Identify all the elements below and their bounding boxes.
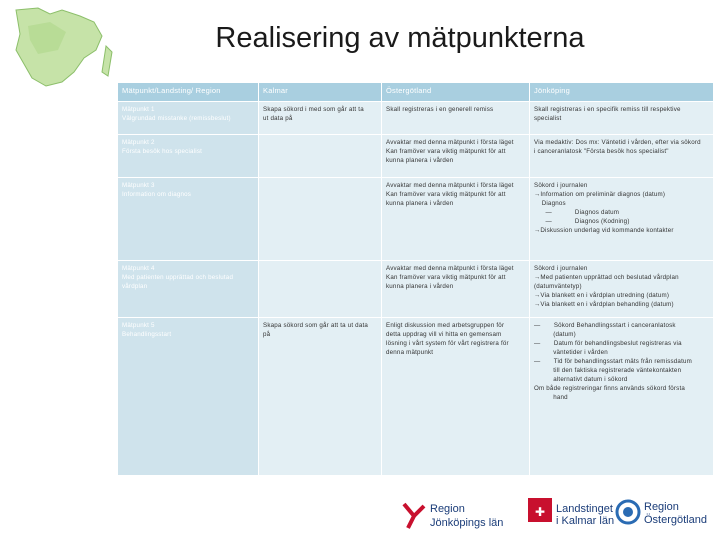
cell-line: Kan framöver vara viktig mätpunkt för att: [386, 148, 506, 155]
ostergotland-cell: [382, 261, 530, 318]
jonkoping-cell: [530, 178, 714, 261]
cell-line: kunna planera i vården: [386, 283, 454, 290]
row-label-line: Mätpunkt 5: [122, 322, 155, 329]
logo-text: Region: [644, 501, 679, 513]
cell-line: specialist: [534, 115, 562, 122]
table-row: [118, 102, 714, 135]
region-map-graphic: [10, 6, 122, 90]
cell-line: Om både registreringar finns används sökord första: [534, 385, 686, 392]
footer-logos: [400, 494, 710, 534]
cell-line: Sökord i journalen: [534, 182, 588, 189]
cell-line: Via medaktiv: Dos mx: Väntetid i vården, efter via sökord: [534, 139, 701, 146]
row-label: [118, 318, 259, 476]
kalmar-cell: [259, 135, 382, 178]
cell-line: Sökord i journalen: [534, 265, 588, 272]
row-label-line: Information om diagnos: [122, 191, 192, 198]
cell-line: på: [263, 331, 271, 338]
row-label: [118, 102, 259, 135]
cell-line: Kan framöver vara viktig mätpunkt för att: [386, 274, 506, 281]
row-label-line: Med patienten upprättad och beslutad: [122, 274, 234, 281]
jonkoping-cell: [530, 135, 714, 178]
cell-line: — Tid för behandlingsstart mäts från remissdatum: [534, 358, 692, 365]
row-label: [118, 261, 259, 318]
cell-line: Skapa sökord i med som går att ta: [263, 106, 364, 113]
header-cell: Kalmar: [259, 83, 382, 102]
cell-line: →Med patienten upprättad och beslutad vårdplan: [534, 274, 679, 281]
cell-line: till den faktiska registrerade väntekontakten: [534, 367, 682, 374]
cell-line: lösning i vårt system för vårt registrera för: [386, 340, 509, 347]
measurement-points-table: [117, 82, 714, 476]
cell-line: Kan framöver vara viktig mätpunkt för att: [386, 191, 506, 198]
cell-line: — Sökord Behandlingsstart i canceranlatosk: [534, 322, 676, 329]
region-jonkoping-logo: [404, 503, 503, 529]
row-label-line: vårdplan: [122, 283, 148, 290]
svg-text:✚: ✚: [534, 505, 546, 519]
cell-line: Avvaktar med denna mätpunkt i första läget: [386, 265, 514, 272]
cell-line: Skall registreras i en specifik remiss till respektive: [534, 106, 681, 113]
cell-line: väntetider i vården: [534, 349, 608, 356]
cell-line: kunna planera i vården: [386, 200, 454, 207]
row-label-line: Mätpunkt 4: [122, 265, 155, 272]
slide-title: Realisering av mätpunkterna: [215, 22, 585, 54]
table-row: [118, 261, 714, 318]
ostergotland-cell: [382, 178, 530, 261]
table-row: [118, 318, 714, 476]
jonkoping-cell: [530, 318, 714, 476]
header-cell: Östergötland: [382, 83, 530, 102]
cell-line: — Diagnos (Kodning): [534, 218, 630, 225]
cell-line: alternativt datum i sökord: [534, 376, 628, 383]
row-label: [118, 178, 259, 261]
landstinget-kalmar-logo: [528, 498, 614, 527]
cell-line: →Via blankett en i vårdplan behandling (datum): [534, 301, 674, 308]
logo-text: Jönköpings län: [430, 517, 504, 529]
logo-text: Landstinget: [556, 503, 613, 515]
header-cell: Mätpunkt/Landsting/ Region: [118, 83, 259, 102]
logo-text: i Kalmar län: [556, 515, 615, 527]
row-label-line: Mätpunkt 2: [122, 139, 155, 146]
cell-line: kunna planera i vården: [386, 157, 454, 164]
cell-line: Avvaktar med denna mätpunkt i första läget: [386, 139, 514, 146]
row-label-line: Mätpunkt 3: [122, 182, 155, 189]
row-label: [118, 135, 259, 178]
cell-line: ut data på: [263, 115, 293, 122]
table-row: [118, 178, 714, 261]
cell-line: i canceranlatosk "Första besök hos specialist": [534, 148, 669, 155]
cell-line: denna mätpunkt: [386, 349, 434, 356]
row-label-line: Välgrundad misstanke (remissbeslut): [122, 115, 231, 122]
kalmar-cell: [259, 261, 382, 318]
header-cell: Jönköping: [530, 83, 714, 102]
row-label-line: Behandlingsstart: [122, 331, 172, 338]
ostergotland-cell: [382, 135, 530, 178]
table-header-row: [118, 83, 714, 102]
jonkoping-cell: [530, 261, 714, 318]
cell-line: Skall registreras i en generell remiss: [386, 106, 494, 113]
logo-text: Region: [430, 503, 465, 515]
cell-line: hand: [534, 394, 568, 401]
row-label-line: Mätpunkt 1: [122, 106, 155, 113]
cell-line: (datumväntetyp): [534, 283, 582, 290]
cell-line: →Diskussion underlag vid kommande kontakter: [534, 227, 674, 234]
logo-text: Östergötland: [644, 514, 707, 526]
cell-line: (datum): [534, 331, 576, 338]
cell-line: Enligt diskussion med arbetsgruppen för: [386, 322, 505, 329]
cell-line: Skapa sökord som går att ta ut data: [263, 322, 369, 329]
kalmar-cell: [259, 318, 382, 476]
cell-line: detta uppdrag vill vi hitta en gemensam: [386, 331, 502, 338]
ostergotland-cell: [382, 102, 530, 135]
jonkoping-cell: [530, 102, 714, 135]
cell-line: →Via blankett en i vårdplan utredning (datum): [534, 292, 670, 299]
kalmar-cell: [259, 102, 382, 135]
ostergotland-cell: [382, 318, 530, 476]
cell-line: — Diagnos datum: [534, 209, 620, 216]
cell-line: Avvaktar med denna mätpunkt i första läget: [386, 182, 514, 189]
table-row: [118, 135, 714, 178]
row-label-line: Första besök hos specialist: [122, 148, 203, 155]
cell-line: →Information om preliminär diagnos (datum): [534, 191, 666, 198]
cell-line: Diagnos: [534, 200, 566, 207]
region-ostergotland-logo: [617, 501, 707, 526]
kalmar-cell: [259, 178, 382, 261]
cell-line: — Datum för behandlingsbeslut registreras via: [534, 340, 682, 347]
